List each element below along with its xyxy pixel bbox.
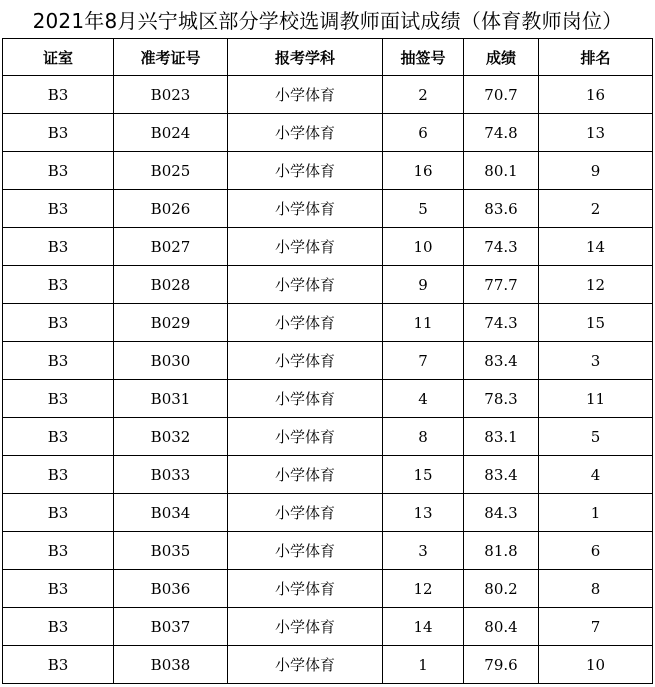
- cell-score: 74.3: [464, 304, 539, 342]
- cell-draw-number: 6: [383, 114, 464, 152]
- cell-ticket-number: B026: [114, 190, 228, 228]
- cell-score: 79.6: [464, 646, 539, 684]
- cell-subject: 小学体育: [228, 76, 383, 114]
- cell-rank: 16: [539, 76, 653, 114]
- cell-score: 77.7: [464, 266, 539, 304]
- table-row: [3, 380, 653, 418]
- header-draw-number: 抽签号: [383, 39, 464, 76]
- cell-score: 70.7: [464, 76, 539, 114]
- cell-draw-number: 13: [383, 494, 464, 532]
- page-title: 2021年8月兴宁城区部分学校选调教师面试成绩（体育教师岗位）: [32, 8, 623, 33]
- cell-score: 74.3: [464, 228, 539, 266]
- cell-ticket-number: B033: [114, 456, 228, 494]
- cell-score: 81.8: [464, 532, 539, 570]
- cell-draw-number: 14: [383, 608, 464, 646]
- cell-room: B3: [3, 494, 114, 532]
- table-row: [3, 532, 653, 570]
- cell-rank: 12: [539, 266, 653, 304]
- cell-draw-number: 12: [383, 570, 464, 608]
- table-row: [3, 76, 653, 114]
- cell-room: B3: [3, 532, 114, 570]
- cell-rank: 2: [539, 190, 653, 228]
- cell-subject: 小学体育: [228, 646, 383, 684]
- cell-score: 83.6: [464, 190, 539, 228]
- cell-ticket-number: B037: [114, 608, 228, 646]
- cell-room: B3: [3, 228, 114, 266]
- cell-subject: 小学体育: [228, 494, 383, 532]
- cell-ticket-number: B025: [114, 152, 228, 190]
- cell-draw-number: 9: [383, 266, 464, 304]
- cell-draw-number: 7: [383, 342, 464, 380]
- table-row: [3, 152, 653, 190]
- cell-room: B3: [3, 190, 114, 228]
- table-row: [3, 646, 653, 684]
- table-row: [3, 190, 653, 228]
- cell-draw-number: 2: [383, 76, 464, 114]
- cell-score: 74.8: [464, 114, 539, 152]
- header-ticket-number: 准考证号: [114, 39, 228, 76]
- cell-ticket-number: B032: [114, 418, 228, 456]
- cell-draw-number: 10: [383, 228, 464, 266]
- cell-rank: 3: [539, 342, 653, 380]
- cell-room: B3: [3, 76, 114, 114]
- cell-subject: 小学体育: [228, 456, 383, 494]
- cell-score: 78.3: [464, 380, 539, 418]
- table-row: [3, 114, 653, 152]
- cell-subject: 小学体育: [228, 228, 383, 266]
- cell-draw-number: 16: [383, 152, 464, 190]
- cell-score: 83.1: [464, 418, 539, 456]
- cell-room: B3: [3, 380, 114, 418]
- cell-score: 83.4: [464, 456, 539, 494]
- cell-score: 80.2: [464, 570, 539, 608]
- cell-room: B3: [3, 304, 114, 342]
- cell-ticket-number: B034: [114, 494, 228, 532]
- cell-rank: 15: [539, 304, 653, 342]
- cell-ticket-number: B030: [114, 342, 228, 380]
- cell-draw-number: 1: [383, 646, 464, 684]
- cell-room: B3: [3, 152, 114, 190]
- cell-ticket-number: B036: [114, 570, 228, 608]
- cell-subject: 小学体育: [228, 152, 383, 190]
- cell-score: 80.4: [464, 608, 539, 646]
- cell-rank: 8: [539, 570, 653, 608]
- cell-score: 84.3: [464, 494, 539, 532]
- cell-room: B3: [3, 456, 114, 494]
- table-row: [3, 456, 653, 494]
- cell-ticket-number: B023: [114, 76, 228, 114]
- table-row: [3, 418, 653, 456]
- cell-subject: 小学体育: [228, 532, 383, 570]
- cell-rank: 6: [539, 532, 653, 570]
- cell-room: B3: [3, 114, 114, 152]
- cell-ticket-number: B031: [114, 380, 228, 418]
- cell-rank: 9: [539, 152, 653, 190]
- header-room: 证室: [3, 39, 114, 76]
- table-row: [3, 570, 653, 608]
- cell-rank: 13: [539, 114, 653, 152]
- cell-subject: 小学体育: [228, 342, 383, 380]
- table-row: [3, 342, 653, 380]
- cell-ticket-number: B024: [114, 114, 228, 152]
- table-body: [3, 76, 653, 684]
- cell-subject: 小学体育: [228, 608, 383, 646]
- cell-draw-number: 3: [383, 532, 464, 570]
- cell-room: B3: [3, 266, 114, 304]
- cell-subject: 小学体育: [228, 418, 383, 456]
- cell-subject: 小学体育: [228, 266, 383, 304]
- cell-room: B3: [3, 418, 114, 456]
- cell-score: 83.4: [464, 342, 539, 380]
- table-header-row: [3, 39, 653, 76]
- cell-subject: 小学体育: [228, 380, 383, 418]
- cell-rank: 10: [539, 646, 653, 684]
- cell-rank: 7: [539, 608, 653, 646]
- cell-subject: 小学体育: [228, 304, 383, 342]
- cell-subject: 小学体育: [228, 570, 383, 608]
- cell-room: B3: [3, 608, 114, 646]
- cell-draw-number: 5: [383, 190, 464, 228]
- header-score: 成绩: [464, 39, 539, 76]
- table-row: [3, 304, 653, 342]
- cell-rank: 4: [539, 456, 653, 494]
- table-row: [3, 608, 653, 646]
- cell-ticket-number: B027: [114, 228, 228, 266]
- cell-score: 80.1: [464, 152, 539, 190]
- cell-subject: 小学体育: [228, 190, 383, 228]
- table-row: [3, 266, 653, 304]
- cell-room: B3: [3, 342, 114, 380]
- cell-ticket-number: B028: [114, 266, 228, 304]
- cell-rank: 1: [539, 494, 653, 532]
- cell-draw-number: 15: [383, 456, 464, 494]
- cell-room: B3: [3, 646, 114, 684]
- cell-rank: 11: [539, 380, 653, 418]
- cell-subject: 小学体育: [228, 114, 383, 152]
- results-table: [2, 38, 653, 684]
- header-subject: 报考学科: [228, 39, 383, 76]
- cell-ticket-number: B035: [114, 532, 228, 570]
- cell-draw-number: 11: [383, 304, 464, 342]
- table-row: [3, 228, 653, 266]
- header-rank: 排名: [539, 39, 653, 76]
- cell-ticket-number: B038: [114, 646, 228, 684]
- cell-ticket-number: B029: [114, 304, 228, 342]
- cell-room: B3: [3, 570, 114, 608]
- cell-rank: 5: [539, 418, 653, 456]
- cell-rank: 14: [539, 228, 653, 266]
- cell-draw-number: 8: [383, 418, 464, 456]
- cell-draw-number: 4: [383, 380, 464, 418]
- table-row: [3, 494, 653, 532]
